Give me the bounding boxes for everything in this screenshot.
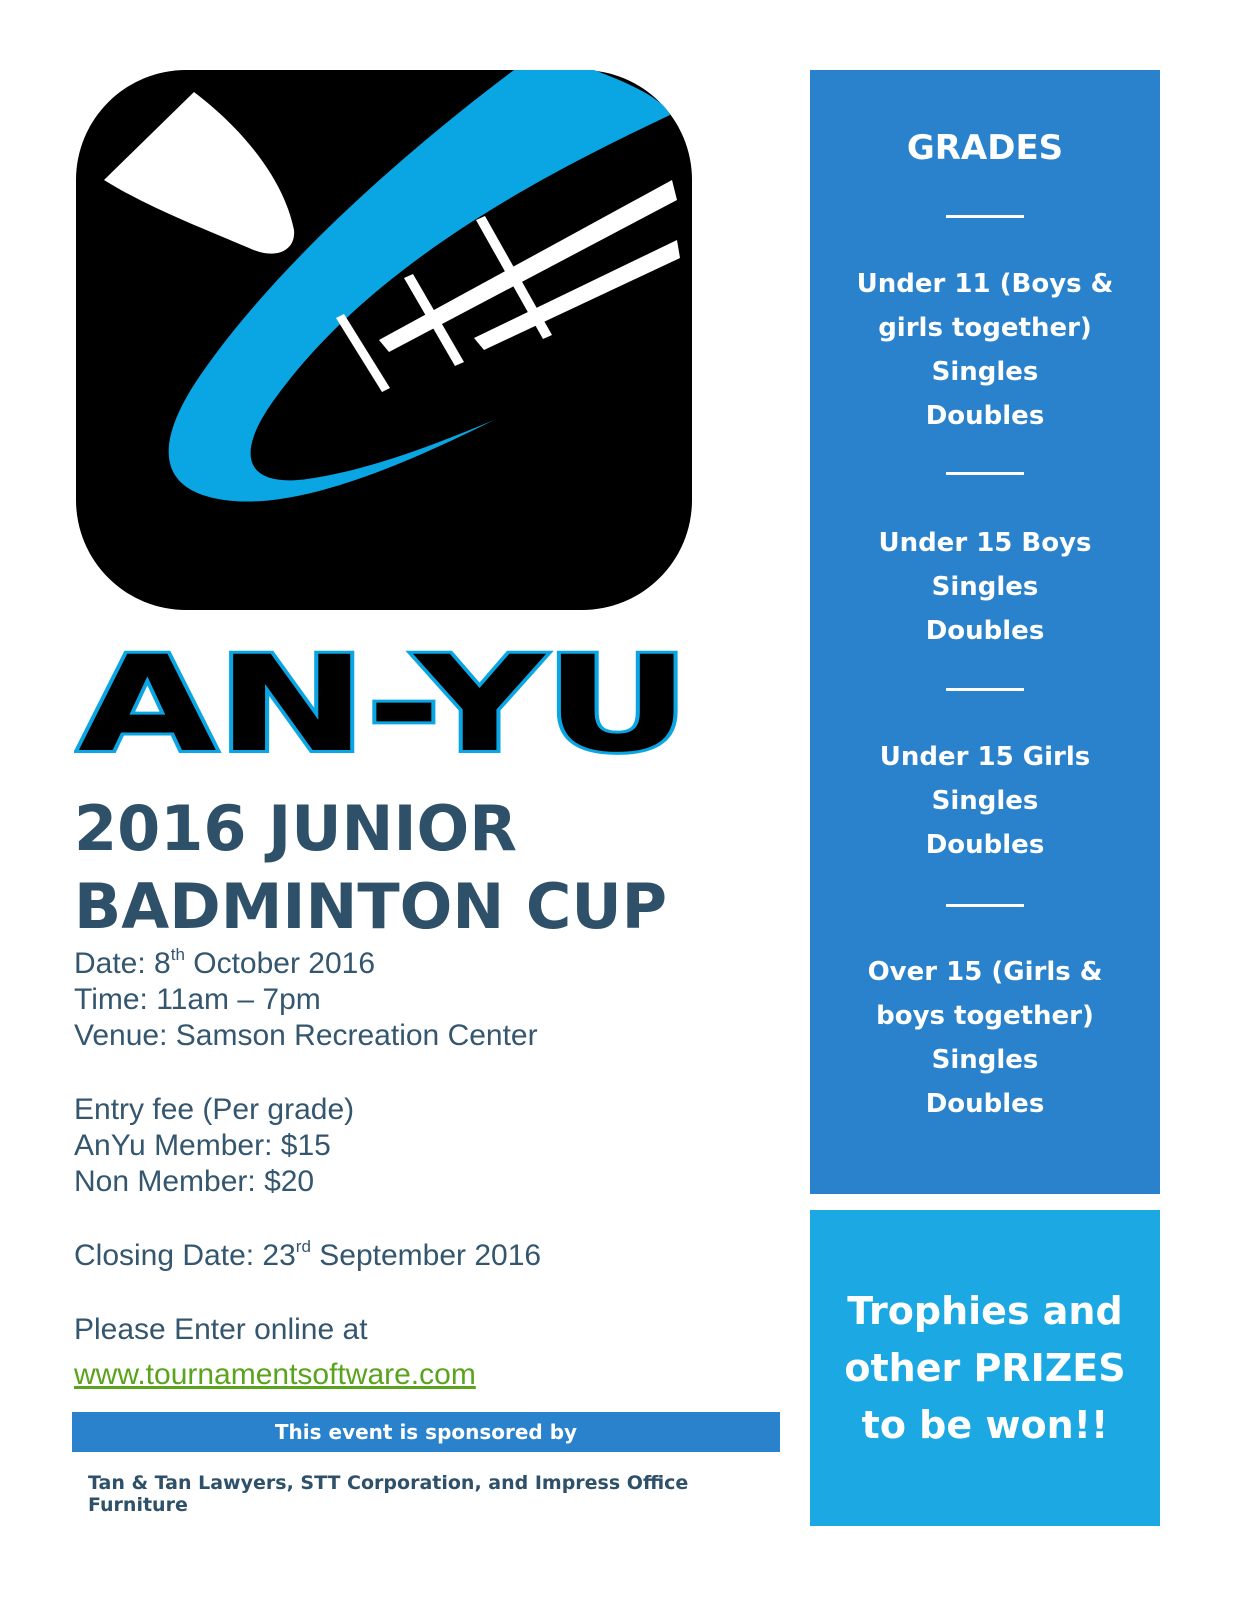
grade-line: Over 15 (Girls & bbox=[867, 957, 1103, 987]
prizes-text: Trophies and other PRIZES to be won!! bbox=[844, 1288, 1126, 1447]
grade-line: Singles bbox=[931, 786, 1039, 816]
grade-line: Doubles bbox=[925, 830, 1045, 860]
divider bbox=[946, 904, 1024, 907]
grade-line: Under 11 (Boys & bbox=[856, 269, 1114, 299]
fee-member: AnYu Member: $15 bbox=[74, 1129, 331, 1162]
grade-line: Singles bbox=[931, 1045, 1039, 1075]
grade-line: boys together) bbox=[876, 1001, 1094, 1031]
sponsor-heading: This event is sponsored by bbox=[72, 1412, 780, 1452]
grades-panel bbox=[810, 70, 1160, 1194]
date-suffix: October 2016 bbox=[184, 947, 376, 980]
closing-date bbox=[74, 1238, 794, 1274]
grade-line: Doubles bbox=[925, 1089, 1045, 1119]
divider bbox=[946, 472, 1024, 475]
grades-title: GRADES bbox=[906, 128, 1064, 168]
grade-under-15-boys bbox=[810, 521, 1160, 653]
closing-suffix: September 2016 bbox=[310, 1239, 542, 1272]
date-sup: th bbox=[170, 945, 185, 964]
title-line-2: BADMINTON CUP bbox=[74, 870, 668, 943]
grade-under-15-girls bbox=[810, 735, 1160, 867]
entry-fees bbox=[74, 1092, 794, 1200]
event-time: Time: 11am – 7pm bbox=[74, 983, 321, 1016]
divider bbox=[946, 215, 1024, 218]
grade-under-11 bbox=[810, 262, 1160, 438]
prizes-panel bbox=[810, 1210, 1160, 1526]
enter-online-text: Please Enter online at bbox=[74, 1313, 368, 1346]
fee-nonmember: Non Member: $20 bbox=[74, 1165, 315, 1198]
registration-link[interactable]: www.tournamentsoftware.com bbox=[74, 1358, 476, 1391]
sponsor-list: Tan & Tan Lawyers, STT Corporation, and Impress Office Furniture bbox=[88, 1472, 689, 1516]
anyu-wordmark: AN-YU bbox=[78, 628, 690, 760]
event-details bbox=[74, 946, 794, 1054]
fee-heading: Entry fee (Per grade) bbox=[74, 1093, 355, 1126]
closing-prefix: Closing Date: 23 bbox=[74, 1239, 296, 1272]
date-prefix: Date: 8 bbox=[74, 947, 171, 980]
grade-line: Under 15 Girls bbox=[879, 742, 1091, 772]
grade-line: Singles bbox=[931, 357, 1039, 387]
divider bbox=[946, 688, 1024, 691]
event-title bbox=[74, 790, 774, 946]
grade-line: Under 15 Boys bbox=[878, 528, 1092, 558]
grade-line: Doubles bbox=[925, 401, 1045, 431]
grade-line: Doubles bbox=[925, 616, 1045, 646]
grade-line: girls together) bbox=[878, 313, 1092, 343]
grade-over-15 bbox=[810, 950, 1160, 1126]
title-line-1: 2016 JUNIOR bbox=[74, 792, 517, 865]
closing-sup: rd bbox=[295, 1237, 311, 1256]
event-date bbox=[74, 946, 794, 982]
anyu-logo bbox=[74, 70, 704, 760]
grade-line: Singles bbox=[931, 572, 1039, 602]
event-venue: Venue: Samson Recreation Center bbox=[74, 1019, 538, 1052]
